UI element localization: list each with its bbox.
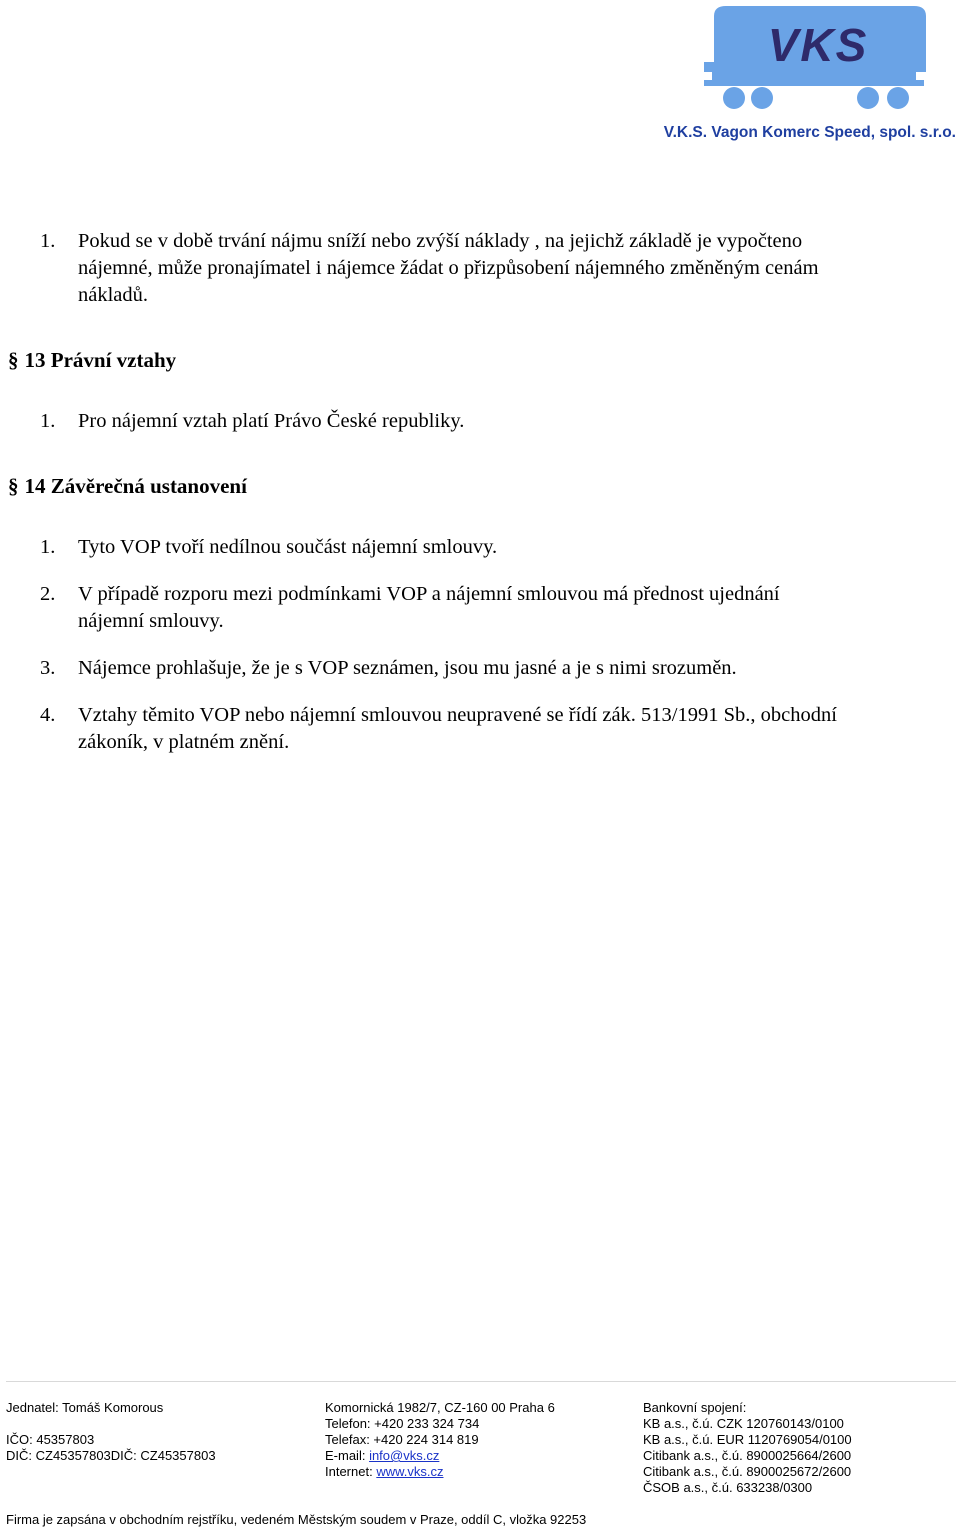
bank-account: Citibank a.s., č.ú. 8900025664/2600 [643,1448,852,1463]
section-symbol: § [8,474,19,498]
phone: Telefon: +420 233 324 734 [325,1416,480,1431]
fax: Telefax: +420 224 314 819 [325,1432,479,1447]
bank-account: KB a.s., č.ú. EUR 1120769054/0100 [643,1432,852,1447]
item-line: zákoník, v platném znění. [78,731,290,753]
email-link[interactable]: info@vks.cz [369,1448,440,1463]
list-item [40,581,960,635]
item-line: nájemní smlouvy. [78,610,224,632]
list-number: 2. [40,583,56,605]
footer-contact [325,1400,555,1480]
list-number: 3. [40,657,56,679]
list-item [40,702,960,756]
company-name: V.K.S. Vagon Komerc Speed, spol. s.r.o. [663,124,956,141]
item-line: V případě rozporu mezi podmínkami VOP a nájemní smlouvou má přednost ujednání [78,583,780,605]
item-line: Vztahy těmito VOP nebo nájemní smlouvou neupravené se řídí zák. 513/1991 Sb., obchodní [78,704,837,726]
item-line: Tyto VOP tvoří nedílnou součást nájemní smlouvy. [78,536,498,558]
list-item [40,655,960,682]
web-label: Internet: [325,1464,377,1479]
intro-list-item [40,228,960,309]
bank-account: ČSOB a.s., č.ú. 633238/0300 [643,1480,813,1495]
footer-divider [6,1381,956,1382]
registration-note: Firma je zapsána v obchodním rejstříku, vedeném Městským soudem v Praze, oddíl C, vložka 92253 [6,1512,587,1527]
section-13-heading [8,347,176,374]
list-number: 1. [40,410,56,432]
list-item [40,534,960,561]
item-line: Nájemce prohlašuje, že je s VOP seznámen, jsou mu jasné a je s nimi srozuměn. [78,657,737,679]
section-title: 14 Závěrečná ustanovení [24,474,247,498]
email-label: E-mail: [325,1448,370,1463]
jednatel: Jednatel: Tomáš Komorous [6,1400,164,1415]
list-item [40,408,960,435]
company-logo [700,6,930,112]
item-line: Pokud se v době trvání nájmu sníží nebo zvýší náklady , na jejichž základě je vypočteno [78,230,803,252]
list-number: 1. [40,536,56,558]
item-line: Pro nájemní vztah platí Právo České republiky. [78,410,465,432]
bank-account: KB a.s., č.ú. CZK 120760143/0100 [643,1416,844,1431]
item-line: nákladů. [78,284,149,306]
list-number: 1. [40,230,56,252]
bank-heading: Bankovní spojení: [643,1400,747,1415]
list-number: 4. [40,704,56,726]
svg-text:VKS: VKS [767,19,869,71]
item-line: nájemné, může pronajímatel i nájemce žádat o přizpůsobení nájemného změněným cenám [78,257,819,279]
bank-account: Citibank a.s., č.ú. 8900025672/2600 [643,1464,852,1479]
dic: DIČ: CZ45357803DIČ: CZ45357803 [6,1448,216,1463]
section-14-heading [8,473,247,500]
section-title: 13 Právní vztahy [24,348,177,372]
footer-company-info [6,1400,216,1464]
ico: IČO: 45357803 [6,1432,95,1447]
footer-bank-info [643,1400,852,1496]
website-link[interactable]: www.vks.cz [376,1464,444,1479]
address: Komornická 1982/7, CZ-160 00 Praha 6 [325,1400,555,1415]
section-symbol: § [8,348,19,372]
